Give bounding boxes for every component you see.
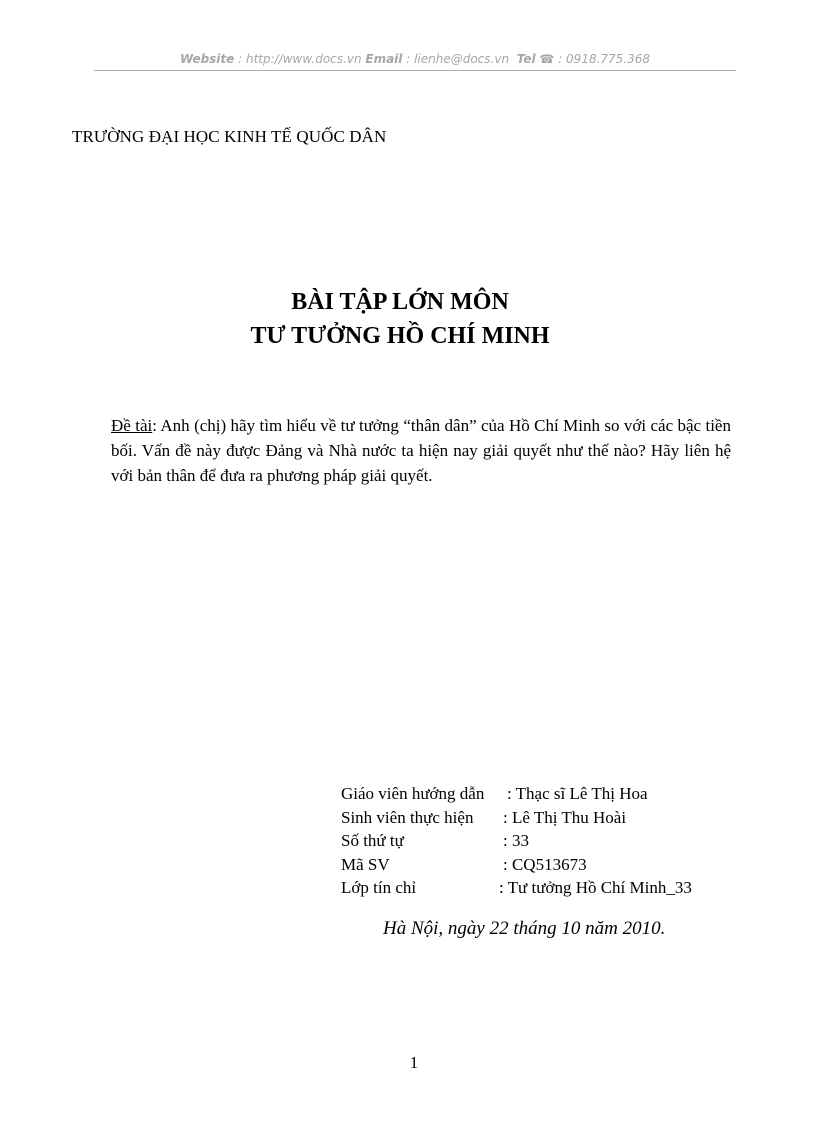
website-label: Website [179,52,235,66]
info-value: : Tư tưởng Hồ Chí Minh_33 [499,878,692,897]
date-line: Hà Nội, ngày 22 tháng 10 năm 2010. [383,918,666,939]
school-name: TRƯỜNG ĐẠI HỌC KINH TẾ QUỐC DÂN [72,127,387,146]
info-value: : Thạc sĩ Lê Thị Hoa [507,784,648,803]
topic-text: : Anh (chị) hãy tìm hiểu về tư tưởng “thân dân” của Hồ Chí Minh so với các bậc tiền bối. Vấn đề này được Đảng và Nhà nước ta hiện nay giải quyết như thế nào? Hãy liên hệ với bản thân để đưa ra phương pháp giải quyết. [111,416,731,485]
info-key: Số thứ tự [341,831,404,850]
info-key: Mã SV [341,854,390,874]
topic-paragraph [111,413,731,488]
header-divider [94,70,736,71]
info-value: : 33 [503,831,529,850]
title-line-2: TƯ TƯỞNG HỒ CHÍ MINH [250,323,550,349]
tel-label: Tel [516,52,536,66]
info-value: : Lê Thị Thu Hoài [503,807,627,827]
phone-icon: ☎ [539,52,555,66]
topic-label: Đề tài [111,416,153,435]
email-label: Email [365,52,403,66]
info-key: Giáo viên hướng dẫn [341,784,485,803]
page-header [94,52,736,66]
title-line-1: BÀI TẬP LỚN MÔN [291,289,509,315]
page-number: 1 [409,1053,419,1072]
info-key: Sinh viên thực hiện [341,807,474,827]
info-key: Lớp tín chỉ [341,878,417,897]
website-value: : http://www.docs.vn [234,52,366,66]
info-value: : CQ513673 [503,854,587,874]
email-value: : lienhe@docs.vn [402,52,513,66]
tel-value: : 0918.775.368 [554,52,651,66]
